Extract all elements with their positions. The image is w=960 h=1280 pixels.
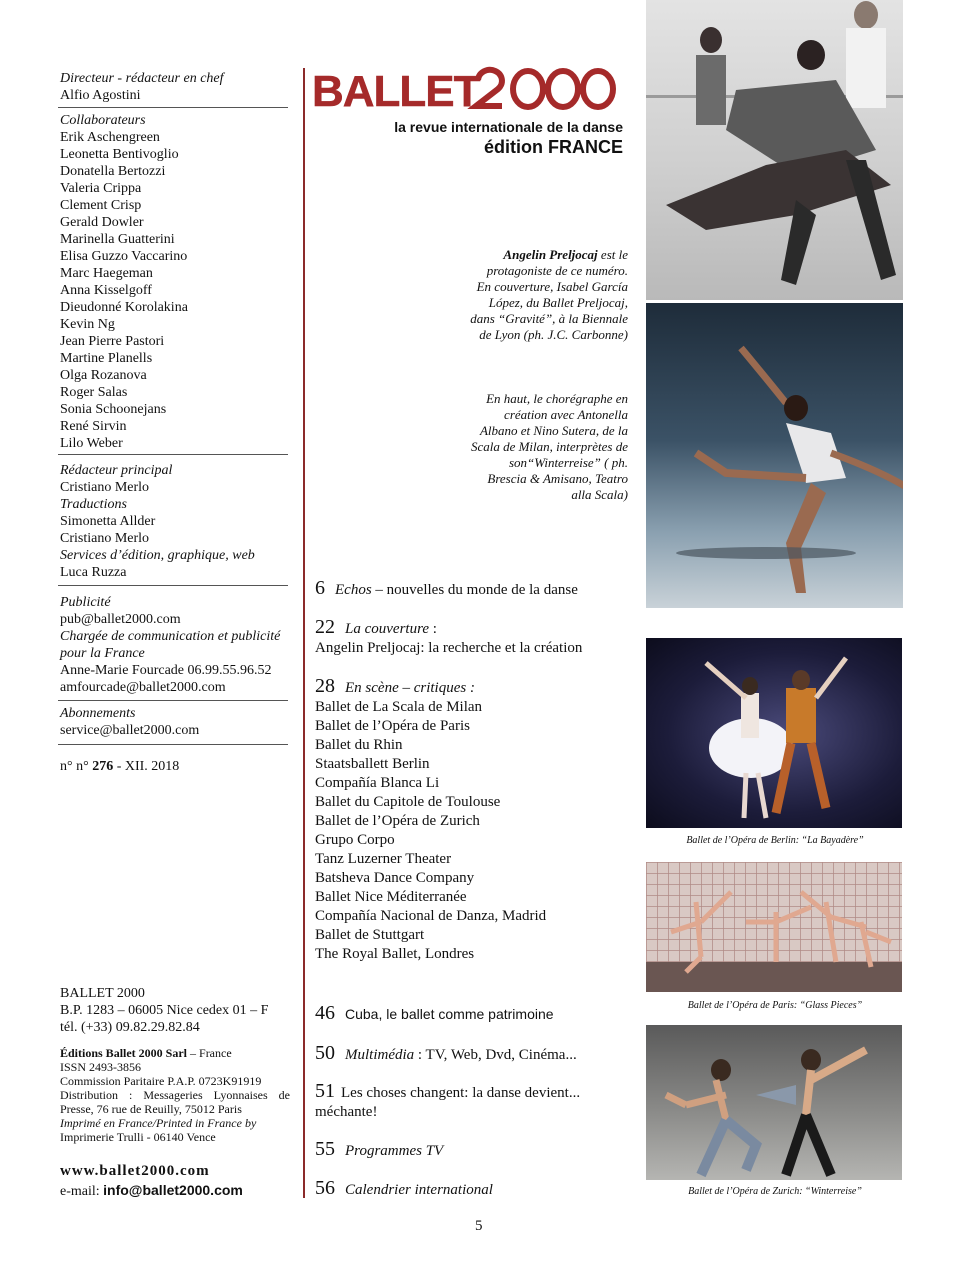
printer: Imprimerie Trulli - 06140 Vence	[60, 1130, 216, 1144]
toc-cover[interactable]	[315, 616, 635, 658]
comm-label: Chargée de communication et publicité pour la France	[60, 629, 281, 661]
company-item: Ballet de Stuttgart	[315, 927, 425, 943]
glass-pieces-dancers-icon	[646, 862, 902, 992]
collaborator: Lilo Weber	[60, 436, 123, 451]
collaborator: Marc Haegeman	[60, 266, 153, 281]
subs-label: Abonnements	[60, 706, 136, 721]
toc-number: 46	[315, 1002, 335, 1024]
director-label: Directeur - rédacteur en chef	[60, 71, 224, 86]
cover-note-1	[470, 247, 628, 343]
comm-email[interactable]: amfourcade@ballet2000.com	[60, 680, 226, 695]
toc-number: 56	[315, 1177, 335, 1199]
collaborator: Clement Crisp	[60, 198, 142, 213]
winterreise-photo	[646, 1025, 902, 1180]
collaborator: Anna Kisselgoff	[60, 283, 152, 298]
translations-label: Traductions	[60, 497, 127, 512]
bayadere-photo	[646, 638, 902, 828]
toc-title-rest: – nouvelles du monde de la danse	[371, 582, 578, 598]
ads-label: Publicité	[60, 595, 111, 610]
issue-info	[60, 758, 290, 775]
publisher-legal	[60, 1046, 290, 1144]
company-item: Ballet du Rhin	[315, 737, 403, 753]
collaborator: Erik Aschengreen	[60, 130, 160, 145]
collaborator: Elisa Guzzo Vaccarino	[60, 249, 188, 264]
subscriptions-block	[60, 705, 290, 739]
bayadere-dancers-icon	[646, 638, 902, 828]
svg-text:BALLET: BALLET	[312, 67, 480, 114]
glass-pieces-photo	[646, 862, 902, 992]
divider	[58, 585, 288, 586]
toc-multimedia[interactable]	[315, 1042, 635, 1065]
collaborator: Valeria Crippa	[60, 181, 142, 196]
company-item: Staatsballett Berlin	[315, 756, 430, 772]
website[interactable]: www.ballet2000.com	[60, 1163, 210, 1179]
toc-number: 6	[315, 577, 325, 599]
winterreise-dancers-icon	[646, 1025, 902, 1180]
toc-title: Cuba, le ballet comme patrimoine	[345, 1006, 554, 1022]
toc-cuba[interactable]	[315, 1002, 635, 1025]
logo-tagline: la revue internationale de la danse	[394, 119, 623, 135]
cover-note-text: est le protagoniste de ce numéro. En couverture, Isabel García López, du Ballet Preljocaj, dans “Gravité”, à la Biennale de Lyon (ph. J.C. Carbonne)	[470, 247, 628, 342]
collaborator: Dieudonné Korolakina	[60, 300, 188, 315]
distribution: Distribution : Messageries Lyonnaises de Presse, 76 rue de Reuilly, 75012 Paris	[60, 1088, 290, 1116]
collaborator: Olga Rozanova	[60, 368, 147, 383]
cover-note-2: En haut, le chorégraphe en création avec Antonella Albano et Nino Sutera, de la Scala de Milan, interprètes de son“Winterreise” ( ph. Brescia & Amisano, Teatro alla Scala)	[470, 391, 628, 502]
toc-title: Multimédia	[345, 1047, 415, 1063]
toc-title: Echos	[335, 582, 372, 598]
chief-editor-label: Rédacteur principal	[60, 463, 173, 478]
cover-note-name: Angelin Preljocaj	[503, 247, 598, 262]
company-item: Ballet Nice Méditerranée	[315, 889, 467, 905]
collaborator: Donatella Bertozzi	[60, 164, 166, 179]
issue-number: 276	[92, 759, 114, 774]
services-name: Luca Ruzza	[60, 565, 127, 580]
toc-title: La couverture	[345, 621, 430, 637]
collaborator: Leonetta Bentivoglio	[60, 147, 179, 162]
toc-number: 22	[315, 616, 335, 638]
email-label: e-mail:	[60, 1184, 104, 1199]
company-item: Batsheva Dance Company	[315, 870, 475, 886]
issue-date: - XII. 2018	[116, 759, 180, 774]
toc-title: Programmes TV	[345, 1143, 444, 1159]
divider	[58, 744, 288, 745]
toc-title-rest: :	[429, 621, 437, 637]
company-item: The Royal Ballet, Londres	[315, 946, 475, 962]
subs-email[interactable]: service@ballet2000.com	[60, 723, 200, 738]
toc-scene[interactable]	[315, 675, 635, 964]
collaborators-block	[60, 112, 290, 452]
cover-dancer-photo	[646, 303, 903, 608]
rehearsal-photo	[646, 0, 903, 300]
services-label: Services d’édition, graphique, web	[60, 548, 255, 563]
company-item: Ballet de La Scala de Milan	[315, 699, 483, 715]
commission: Commission Paritaire P.A.P. 0723K91919	[60, 1074, 262, 1088]
collaborator: Marinella Guatterini	[60, 232, 175, 247]
publisher-name: BALLET 2000	[60, 986, 145, 1001]
translator: Simonetta Allder	[60, 514, 156, 529]
toc-calendrier[interactable]	[315, 1177, 635, 1200]
caption-paris: Ballet de l’Opéra de Paris: “Glass Pieces”	[687, 1000, 863, 1011]
company-item: Tanz Luzerner Theater	[315, 851, 452, 867]
company-item: Grupo Corpo	[315, 832, 395, 848]
divider	[58, 454, 288, 455]
page-number: 5	[475, 1218, 483, 1234]
collaborator: Sonia Schoonejans	[60, 402, 167, 417]
dancer-figure-icon	[646, 303, 903, 608]
logo-edition: édition FRANCE	[484, 137, 623, 157]
company-item: Ballet de l’Opéra de Paris	[315, 718, 470, 734]
publisher-phone: tél. (+33) 09.82.29.82.84	[60, 1020, 200, 1035]
translator: Cristiano Merlo	[60, 531, 150, 546]
toc-title: En scène – critiques :	[345, 680, 475, 696]
contact-email	[60, 1182, 243, 1200]
collaborator: Kevin Ng	[60, 317, 115, 332]
logo	[310, 62, 630, 112]
toc-number: 51	[315, 1080, 335, 1102]
column-rule	[303, 68, 305, 1198]
collaborator: Jean Pierre Pastori	[60, 334, 165, 349]
company-name: Éditions Ballet 2000 Sarl	[60, 1046, 188, 1060]
issn: ISSN 2493-3856	[60, 1060, 142, 1074]
divider	[58, 107, 288, 108]
toc-number: 50	[315, 1042, 335, 1064]
toc-title-rest: : TV, Web, Dvd, Cinéma...	[414, 1047, 577, 1063]
collaborator: Roger Salas	[60, 385, 128, 400]
email-link[interactable]: info@ballet2000.com	[103, 1182, 243, 1198]
masthead-column	[60, 70, 290, 104]
toc-number: 55	[315, 1138, 335, 1160]
collaborators-label: Collaborateurs	[60, 113, 146, 128]
publisher-address	[60, 985, 300, 1036]
toc-title: Les choses changent: la danse devient...	[341, 1085, 581, 1101]
toc-subtitle: méchante!	[315, 1104, 378, 1120]
toc-echos[interactable]	[315, 577, 635, 600]
printed-in: Imprimé en France/Printed in France by	[60, 1116, 257, 1130]
toc-number: 28	[315, 675, 335, 697]
chief-editor-name: Cristiano Merlo	[60, 480, 150, 495]
company-item: Ballet de l’Opéra de Zurich	[315, 813, 480, 829]
company-country: – France	[187, 1046, 232, 1060]
logo-graphic	[310, 62, 630, 114]
collaborator: Gerald Dowler	[60, 215, 144, 230]
toc-subtitle: Angelin Preljocaj: la recherche et la création	[315, 640, 583, 656]
editorial-block	[60, 462, 290, 581]
comm-name-phone: Anne-Marie Fourcade 06.99.55.96.52	[60, 663, 272, 678]
issue-prefix: n° n°	[60, 759, 89, 774]
toc-title: Calendrier international	[345, 1182, 493, 1198]
ads-email[interactable]: pub@ballet2000.com	[60, 612, 181, 627]
rehearsal-figures-icon	[646, 0, 903, 300]
company-item: Ballet du Capitole de Toulouse	[315, 794, 501, 810]
collaborator: Martine Planells	[60, 351, 153, 366]
toc-choses[interactable]	[315, 1080, 635, 1122]
collaborator: René Sirvin	[60, 419, 127, 434]
publisher-address-line: B.P. 1283 – 06005 Nice cedex 01 – F	[60, 1003, 269, 1018]
caption-berlin: Ballet de l’Opéra de Berlin: “La Bayadère”	[686, 835, 864, 846]
toc-programmes[interactable]	[315, 1138, 635, 1161]
company-item: Compañía Blanca Li	[315, 775, 440, 791]
director-name: Alfio Agostini	[60, 88, 141, 103]
divider	[58, 700, 288, 701]
company-item: Compañía Nacional de Danza, Madrid	[315, 908, 547, 924]
caption-zurich: Ballet de l’Opéra de Zurich: “Winterreise”	[688, 1186, 862, 1197]
advertising-block	[60, 594, 292, 696]
